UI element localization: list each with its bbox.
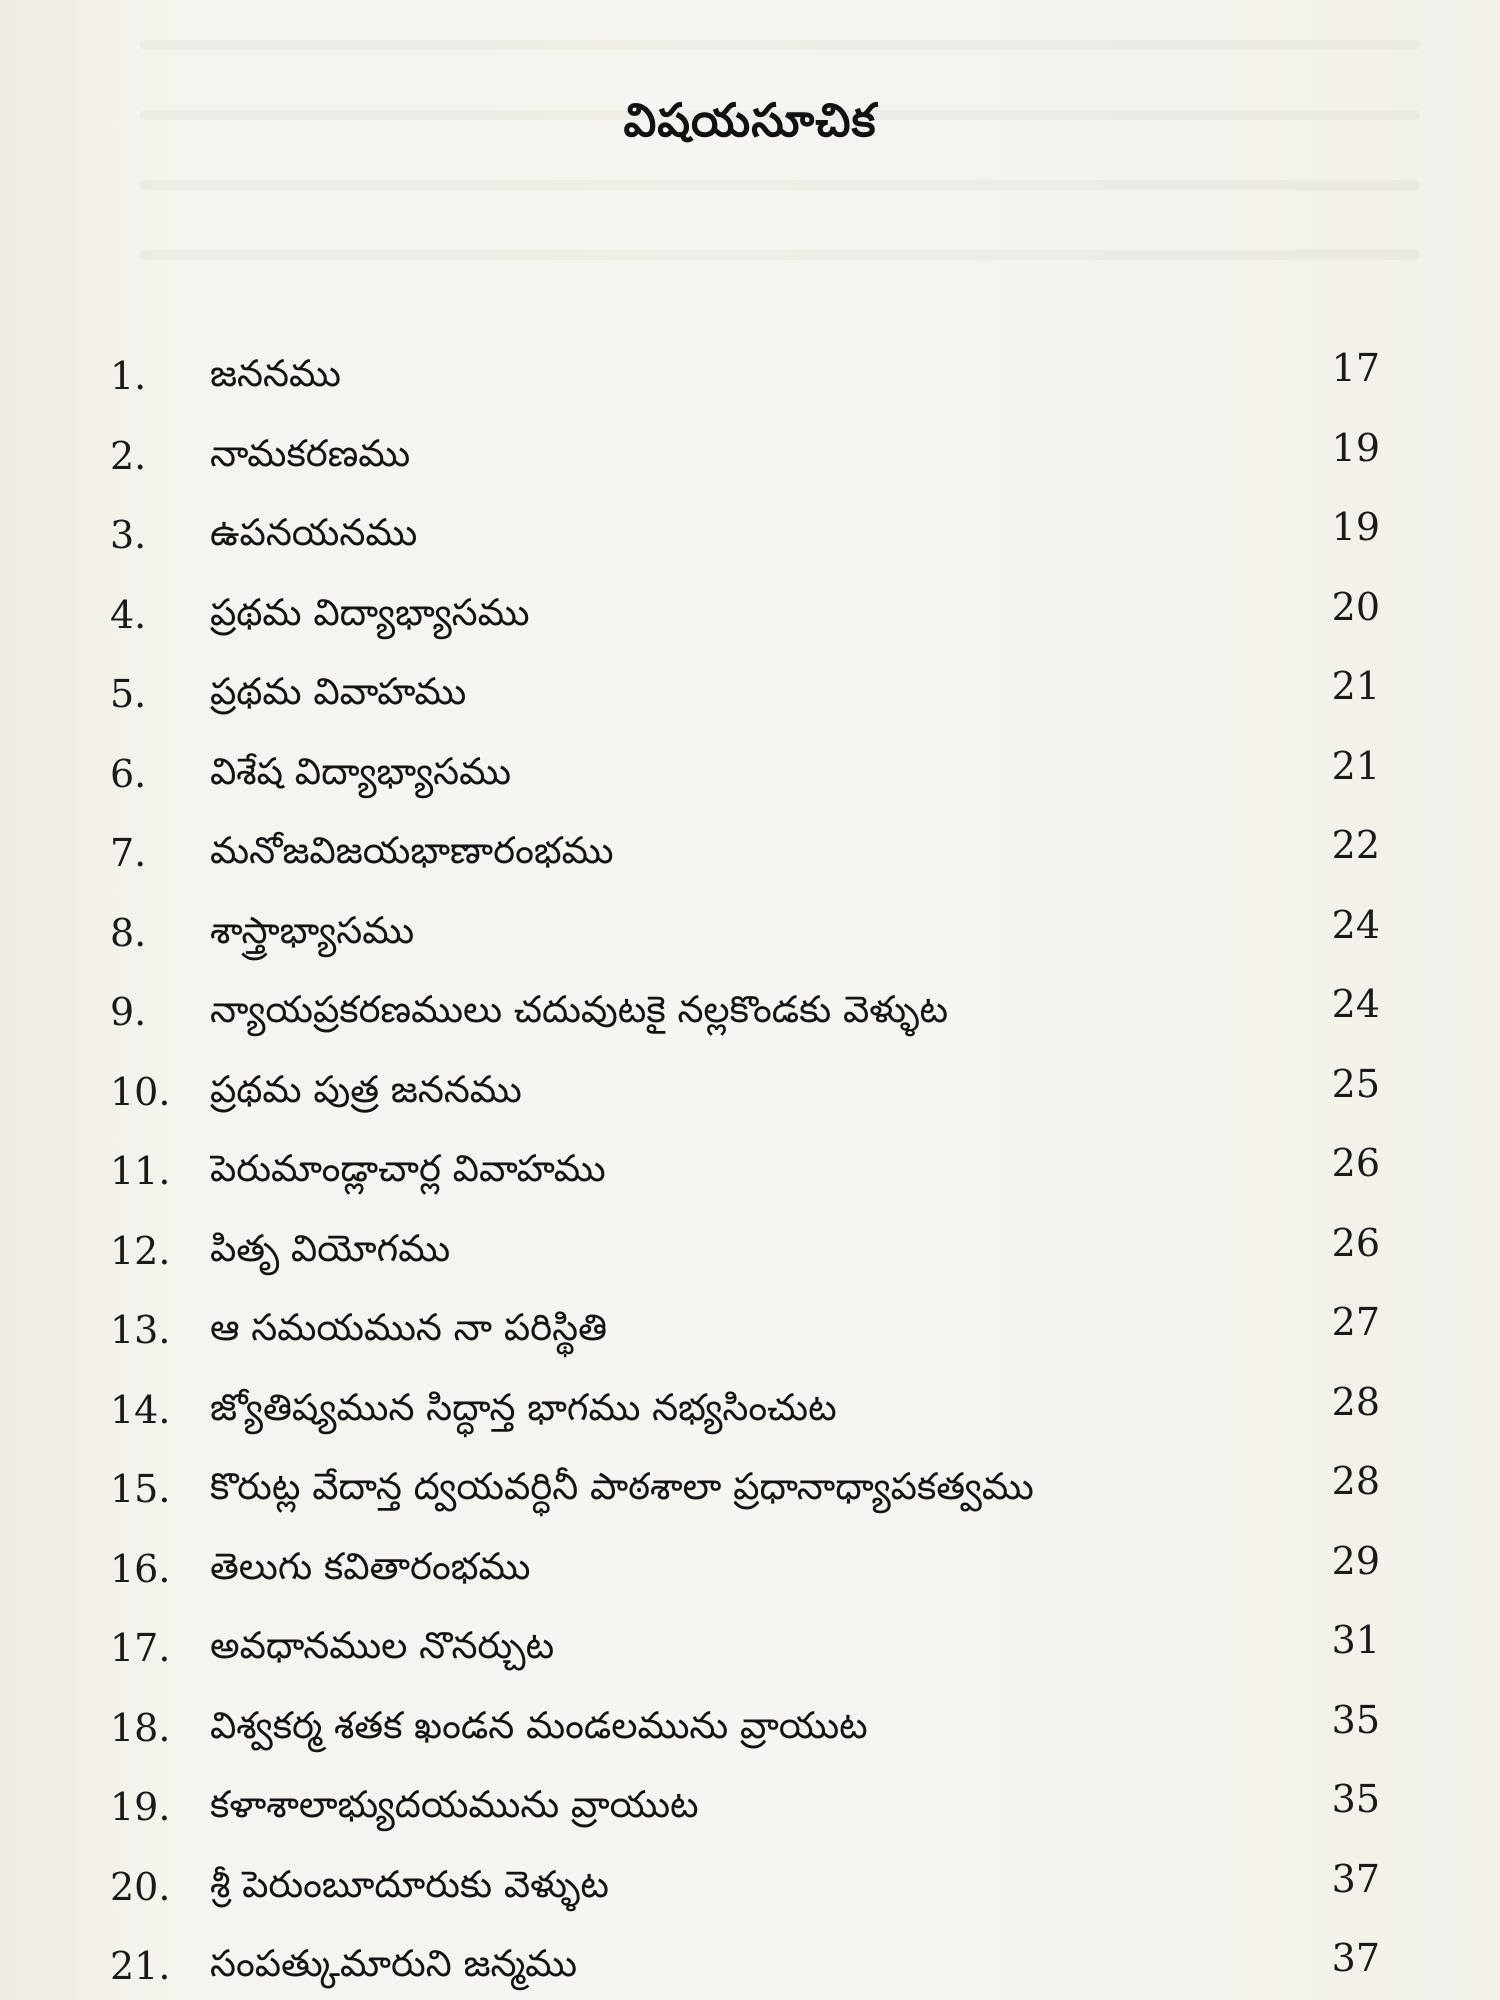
entry-number: 16. — [110, 1546, 171, 1591]
bleed-through-line — [140, 180, 1420, 190]
entry-page: 19 — [1331, 505, 1380, 549]
entry-title: శ్రీ పెరుంబూదూరుకు వెళ్ళుట — [210, 1862, 609, 1906]
entry-number: 10. — [110, 1069, 171, 1114]
entry-number: 3. — [110, 513, 147, 557]
entry-title: జ్యోతిష్యమున సిద్ధాన్త భాగము నభ్యసించుట — [210, 1385, 837, 1429]
entry-number: 12. — [110, 1228, 171, 1273]
entry-page: 27 — [1331, 1300, 1380, 1344]
entry-title: తెలుగు కవితారంభము — [210, 1544, 531, 1588]
entry-title: పితృ వియోగము — [210, 1226, 451, 1270]
entry-page: 29 — [1331, 1538, 1380, 1583]
entry-number: 9. — [110, 990, 147, 1034]
entry-number: 6. — [110, 751, 147, 796]
entry-title: కొరుట్ల వేదాన్త ద్వయవర్ధినీ పాఠశాలా ప్రధానాధ్యాపకత్వము — [210, 1465, 1034, 1508]
entry-title: ప్రథమ పుత్ర జననము — [210, 1067, 522, 1111]
toc-entry — [0, 1453, 1500, 1533]
entry-title: సంపత్కుమారుని జన్మము — [210, 1942, 578, 1985]
entry-number: 15. — [110, 1467, 171, 1511]
entry-page: 21 — [1331, 743, 1380, 788]
entry-title: ఆ సమయమున నా పరిస్థితి — [210, 1306, 608, 1349]
entry-page: 24 — [1331, 902, 1380, 947]
entry-title: ప్రథమ వివాహము — [210, 670, 467, 713]
entry-page: 35 — [1331, 1777, 1380, 1821]
entry-number: 2. — [110, 433, 147, 478]
toc-entry — [0, 1374, 1500, 1454]
entry-page: 28 — [1331, 1379, 1380, 1424]
toc-entry — [0, 976, 1500, 1056]
entry-page: 20 — [1331, 584, 1380, 629]
entry-number: 1. — [110, 354, 147, 398]
toc-entry — [0, 1533, 1500, 1613]
bleed-through-line — [140, 40, 1420, 50]
toc-entry — [0, 1215, 1500, 1295]
toc-entry — [0, 1771, 1500, 1851]
toc-entry — [0, 817, 1500, 897]
entry-number: 5. — [110, 672, 147, 716]
entry-title: కళాశాలాభ్యుదయమును వ్రాయుట — [210, 1783, 699, 1826]
toc-entry — [0, 738, 1500, 818]
entry-page: 28 — [1331, 1459, 1380, 1503]
entry-page: 22 — [1331, 823, 1380, 867]
entry-number: 20. — [110, 1864, 171, 1909]
toc-entry — [0, 1294, 1500, 1374]
entry-number: 4. — [110, 592, 147, 637]
entry-title: న్యాయప్రకరణములు చదువుటకై నల్లకొండకు వెళ్ళుట — [210, 988, 949, 1031]
entry-page: 21 — [1331, 664, 1380, 708]
entry-title: ప్రథమ విద్యాభ్యాసము — [210, 590, 530, 634]
entry-title: విశేష విద్యాభ్యాసము — [210, 749, 512, 793]
entry-page: 24 — [1331, 982, 1380, 1026]
table-of-contents — [0, 340, 1500, 2000]
entry-title: ఉపనయనము — [210, 511, 418, 554]
bleed-through-line — [140, 250, 1420, 260]
toc-entry — [0, 1692, 1500, 1772]
entry-page: 25 — [1331, 1061, 1380, 1106]
entry-title: జననము — [210, 352, 341, 395]
toc-entry — [0, 1056, 1500, 1136]
toc-entry — [0, 1612, 1500, 1692]
entry-page: 19 — [1331, 425, 1380, 470]
entry-number: 11. — [110, 1149, 171, 1193]
toc-entry — [0, 897, 1500, 977]
entry-title: మనోజవిజయభాణారంభము — [210, 829, 614, 872]
entry-title: నామకరణము — [210, 431, 411, 475]
entry-number: 19. — [110, 1785, 171, 1829]
entry-number: 18. — [110, 1705, 171, 1750]
toc-entry — [0, 499, 1500, 579]
entry-number: 17. — [110, 1626, 171, 1670]
entry-title: విశ్వకర్మ శతక ఖండన మండలమును వ్రాయుట — [210, 1703, 868, 1747]
entry-number: 7. — [110, 831, 147, 875]
entry-page: 31 — [1331, 1618, 1380, 1662]
toc-entry — [0, 1930, 1500, 2000]
toc-entry — [0, 579, 1500, 659]
entry-page: 26 — [1331, 1141, 1380, 1185]
entry-page: 37 — [1331, 1856, 1380, 1901]
entry-page: 35 — [1331, 1697, 1380, 1742]
entry-title: అవధానముల నొనర్చుట — [210, 1624, 555, 1667]
toc-entry — [0, 340, 1500, 420]
toc-entry — [0, 420, 1500, 500]
toc-entry — [0, 1851, 1500, 1931]
entry-number: 14. — [110, 1387, 171, 1432]
entry-title: శాస్త్రాభ్యాసము — [210, 908, 415, 952]
toc-entry — [0, 658, 1500, 738]
entry-number: 13. — [110, 1308, 171, 1352]
toc-entry — [0, 1135, 1500, 1215]
entry-number: 21. — [110, 1944, 171, 1988]
entry-number: 8. — [110, 910, 147, 955]
entry-page: 17 — [1331, 346, 1380, 390]
page-title: విషయసూచిక — [623, 92, 877, 147]
entry-page: 37 — [1331, 1936, 1380, 1980]
entry-page: 26 — [1331, 1220, 1380, 1265]
entry-title: పెరుమాండ్లాచార్ల వివాహము — [210, 1147, 606, 1190]
